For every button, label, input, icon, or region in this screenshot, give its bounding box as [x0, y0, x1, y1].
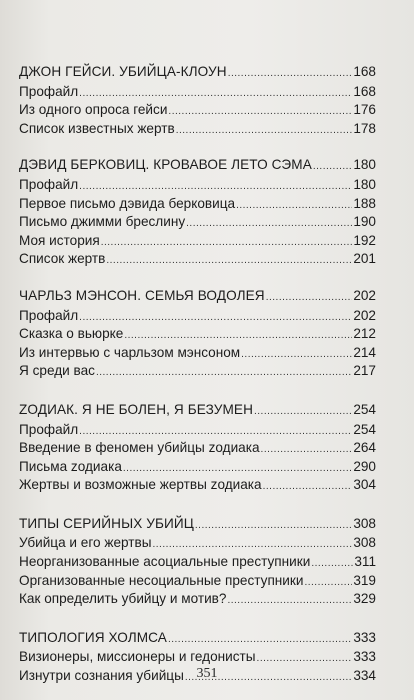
leader-dots [195, 517, 352, 536]
toc-entry [19, 325, 376, 344]
toc-entry [19, 195, 376, 214]
leader-dots [227, 592, 352, 611]
toc-entry [19, 458, 376, 477]
page-ref: 180 [353, 157, 376, 173]
toc-entry [19, 476, 376, 495]
page-ref: 178 [353, 120, 376, 136]
page-ref: 308 [353, 535, 376, 551]
leader-dots [186, 215, 352, 234]
leader-dots [236, 197, 352, 216]
leader-dots [261, 441, 353, 460]
toc-entry [19, 590, 376, 609]
toc-section-heading [19, 287, 376, 306]
toc-entry [19, 213, 376, 232]
toc-entry [19, 648, 376, 667]
entry-title: Введение в феномен убийцы zодиака [19, 440, 260, 456]
toc-entry [19, 307, 376, 326]
page-ref: 190 [353, 214, 376, 230]
page-ref: 188 [353, 195, 376, 211]
page-ref: 201 [353, 251, 376, 267]
toc-section [19, 156, 376, 269]
leader-dots [313, 158, 352, 177]
entry-title: Визионеры, миссионеры и гедонисты [19, 649, 256, 665]
page-ref: 329 [353, 591, 376, 607]
table-of-contents [19, 63, 376, 700]
page-ref: 214 [353, 344, 376, 360]
page-ref: 192 [353, 232, 376, 248]
toc-section-heading [19, 515, 376, 534]
toc-entry [19, 101, 376, 120]
toc-section [19, 401, 376, 495]
toc-entry [19, 421, 376, 440]
page-ref: 319 [353, 572, 376, 588]
toc-section [19, 515, 376, 609]
entry-title: Я среди вас [19, 363, 95, 379]
leader-dots [176, 122, 353, 141]
page-ref: 264 [353, 440, 376, 456]
toc-section-heading [19, 401, 376, 420]
toc-entry [19, 439, 376, 458]
entry-title: Убийца и его жертвы [19, 535, 152, 551]
section-title: ДЖОН ГЕЙСИ. УБИЙЦА-КЛОУН [19, 64, 227, 79]
page-ref: 168 [353, 83, 376, 99]
page-ref: 202 [353, 287, 376, 303]
entry-title: Письмо джимми бреслину [19, 214, 186, 230]
page-number: 351 [196, 666, 218, 681]
leader-dots [168, 631, 352, 650]
leader-dots [241, 346, 352, 365]
leader-dots [304, 574, 352, 593]
entry-title: Профайл [19, 307, 79, 323]
entry-title: Профайл [19, 176, 79, 192]
page-ref: 333 [353, 629, 376, 645]
entry-title: Профайл [19, 83, 79, 99]
section-title: ТИПОЛОГИЯ ХОЛМСА [19, 629, 167, 645]
toc-entry [19, 176, 376, 195]
leader-dots [254, 403, 352, 422]
entry-title: Моя история [19, 232, 100, 248]
toc-entry [19, 120, 376, 139]
page-ref: 254 [353, 421, 376, 437]
entry-title: Жертвы и возможные жертвы zодиака [19, 477, 262, 493]
toc-section [19, 287, 376, 381]
leader-dots [263, 478, 353, 497]
page-ref: 176 [353, 102, 376, 118]
entry-title: Первое письмо дэвида берковица [19, 195, 236, 211]
entry-title: Изнутри сознания убийцы [19, 668, 184, 684]
entry-title: Из одного опроса гейси [19, 102, 168, 118]
page-ref: 180 [353, 176, 376, 192]
entry-title: Организованные несоциальные преступники [19, 572, 304, 588]
toc-section-heading [19, 629, 376, 648]
section-title: ЧАРЛЬЗ МЭНСОН. СЕМЬЯ ВОДОЛЕЯ [19, 287, 265, 303]
page-ref: 333 [353, 649, 376, 665]
toc-entry [19, 232, 376, 251]
toc-entry [19, 362, 376, 381]
entry-title: Из интервью с чарльзом мэнсоном [19, 344, 241, 360]
page-ref: 290 [353, 458, 376, 474]
section-title: ZОДИАК. Я НЕ БОЛЕН, Я БЕЗУМЕН [19, 401, 253, 417]
toc-entry [19, 572, 376, 591]
entry-title: Сказка о вьюрке [19, 326, 124, 342]
page-ref: 308 [353, 515, 376, 531]
section-title: ДЭВИД БЕРКОВИЦ. КРОВАВОЕ ЛЕТО СЭМА [19, 157, 312, 173]
entry-title: Список жертв [19, 251, 106, 267]
page-ref: 311 [354, 554, 376, 570]
toc-entry [19, 553, 376, 572]
leader-dots [168, 103, 352, 122]
toc-entry [19, 250, 376, 269]
section-title: ТИПЫ СЕРИЙНЫХ УБИЙЦ [19, 515, 194, 531]
page-ref: 212 [353, 326, 376, 342]
toc-entry [19, 344, 376, 363]
entry-title: Как определить убийцу и мотив? [19, 591, 227, 607]
toc-section-heading [19, 63, 376, 82]
entry-title: Список известных жертв [19, 120, 175, 136]
entry-title: Письма zодиака [19, 458, 122, 474]
leader-dots [101, 234, 353, 253]
page-ref: 334 [353, 668, 376, 684]
entry-title: Неорганизованные асоциальные преступники [19, 554, 311, 570]
page-ref: 217 [353, 363, 376, 379]
toc-entry [19, 83, 376, 102]
toc-section-heading [19, 156, 376, 175]
page-ref: 254 [353, 401, 376, 417]
page-ref: 202 [353, 307, 376, 323]
page-ref: 304 [353, 477, 376, 493]
toc-entry [19, 534, 376, 553]
leader-dots [228, 65, 353, 84]
leader-dots [311, 555, 353, 574]
entry-title: Профайл [19, 421, 79, 437]
toc-section [19, 63, 376, 138]
leader-dots [266, 289, 353, 308]
leader-dots [96, 364, 352, 383]
page-ref: 168 [353, 64, 376, 79]
leader-dots [106, 252, 352, 271]
